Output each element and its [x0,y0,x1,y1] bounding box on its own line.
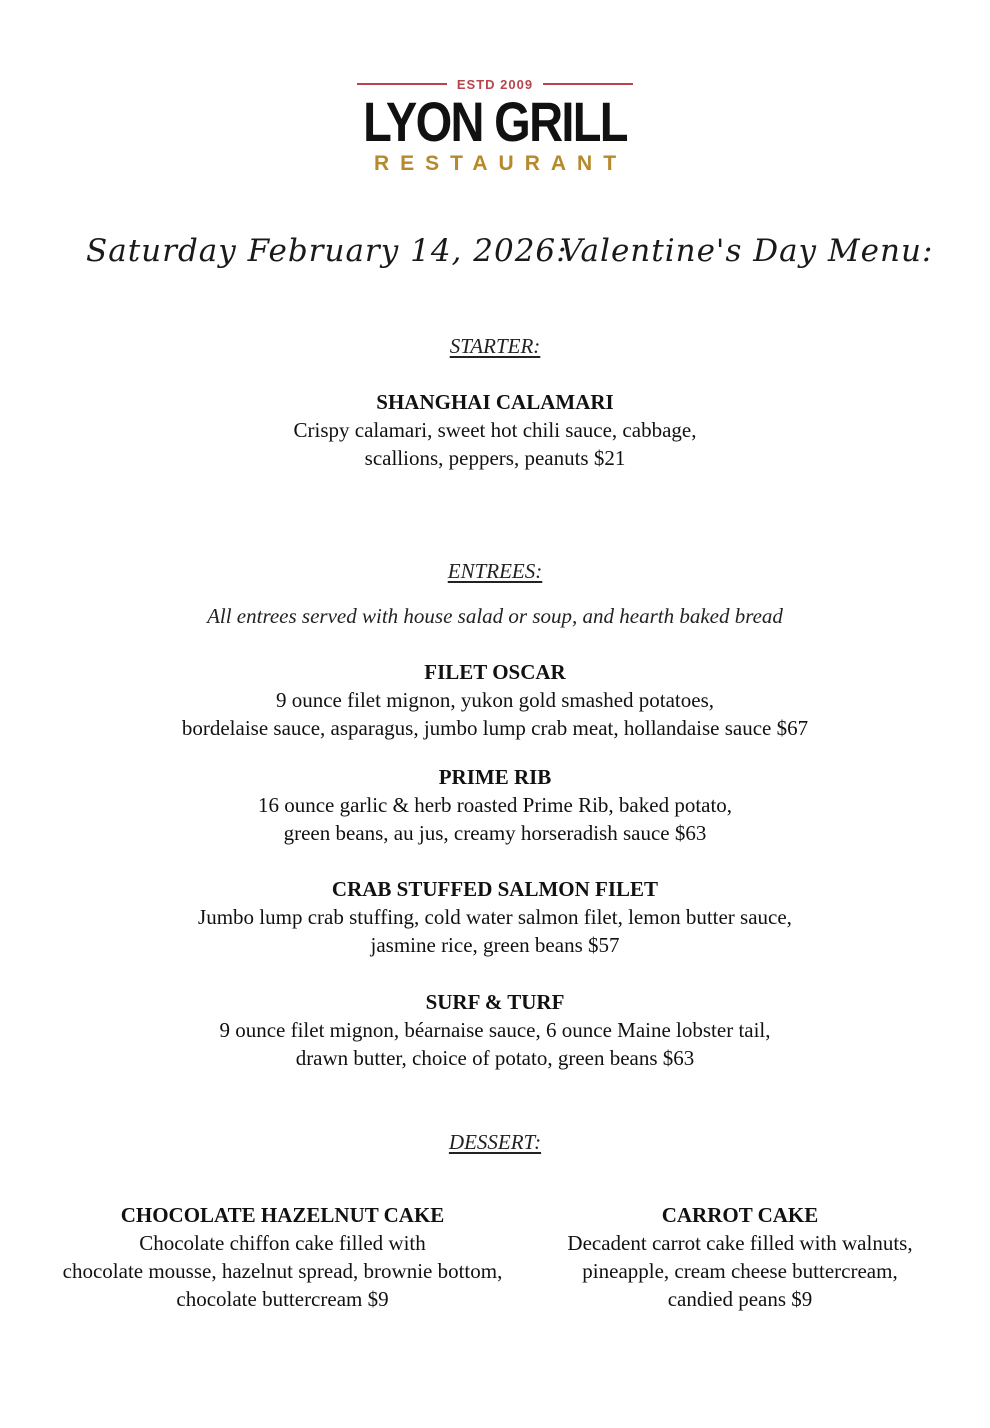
item-description-line: 9 ounce filet mignon, yukon gold smashed potatoes, [275,688,715,712]
menu-item-chocolate-hazelnut-cake [30,1201,535,1313]
entrees-note: All entrees served with house salad or soup, and hearth baked bread [207,604,783,628]
dessert-heading: DESSERT: [448,1130,542,1154]
menu-item-filet-oscar [0,658,990,742]
item-description-line: Jumbo lump crab stuffing, cold water salmon filet, lemon butter sauce, [198,905,792,929]
item-name: FILET OSCAR [424,660,566,684]
item-name: SHANGHAI CALAMARI [376,390,614,414]
item-name: CRAB STUFFED SALMON FILET [331,877,659,901]
logo-estd: ESTD 2009 [456,76,534,92]
item-name: CARROT CAKE [661,1203,819,1227]
menu-item-shanghai-calamari [0,388,990,472]
item-description-line: 16 ounce garlic & herb roasted Prime Rib, baked potato, [257,793,733,817]
item-description-line: drawn butter, choice of potato, green beans $63 [295,1046,695,1070]
item-description-line: 9 ounce filet mignon, béarnaise sauce, 6 ounce Maine lobster tail, [219,1018,771,1042]
item-name: CHOCOLATE HAZELNUT CAKE [120,1203,445,1227]
menu-item-crab-stuffed-salmon-filet [0,875,990,959]
item-description-line: Crispy calamari, sweet hot chili sauce, cabbage, [293,418,697,442]
item-name: PRIME RIB [438,765,552,789]
item-description-line: candied peans $9 [667,1287,813,1311]
logo-rule-right [543,83,633,85]
item-description-line: scallions, peppers, peanuts $21 [364,446,626,470]
item-description-line: pineapple, cream cheese buttercream, [582,1259,898,1283]
item-description-line: jasmine rice, green beans $57 [370,933,620,957]
menu-title: Valentine's Day Menu: [560,233,934,269]
entrees-heading: ENTREES: [447,559,543,583]
item-description-line: Chocolate chiffon cake filled with [139,1231,426,1255]
item-description-line: bordelaise sauce, asparagus, jumbo lump crab meat, hollandaise sauce $67 [181,716,809,740]
menu-item-carrot-cake [540,1201,940,1313]
menu-item-prime-rib [0,763,990,847]
item-name: SURF & TURF [425,990,565,1014]
logo-rule-left [357,83,447,85]
logo-name: LYON GRILL [363,90,627,153]
menu-date: Saturday February 14, 2026: [86,233,568,269]
item-description-line: Decadent carrot cake filled with walnuts, [567,1231,913,1255]
menu-item-surf-and-turf [0,988,990,1072]
item-description-line: chocolate mousse, hazelnut spread, brownie bottom, [62,1259,503,1283]
item-description-line: chocolate buttercream $9 [176,1287,389,1311]
item-description-line: green beans, au jus, creamy horseradish sauce $63 [283,821,707,845]
restaurant-logo [0,74,990,176]
starter-heading: STARTER: [449,334,541,358]
logo-subtitle: RESTAURANT [373,152,628,175]
